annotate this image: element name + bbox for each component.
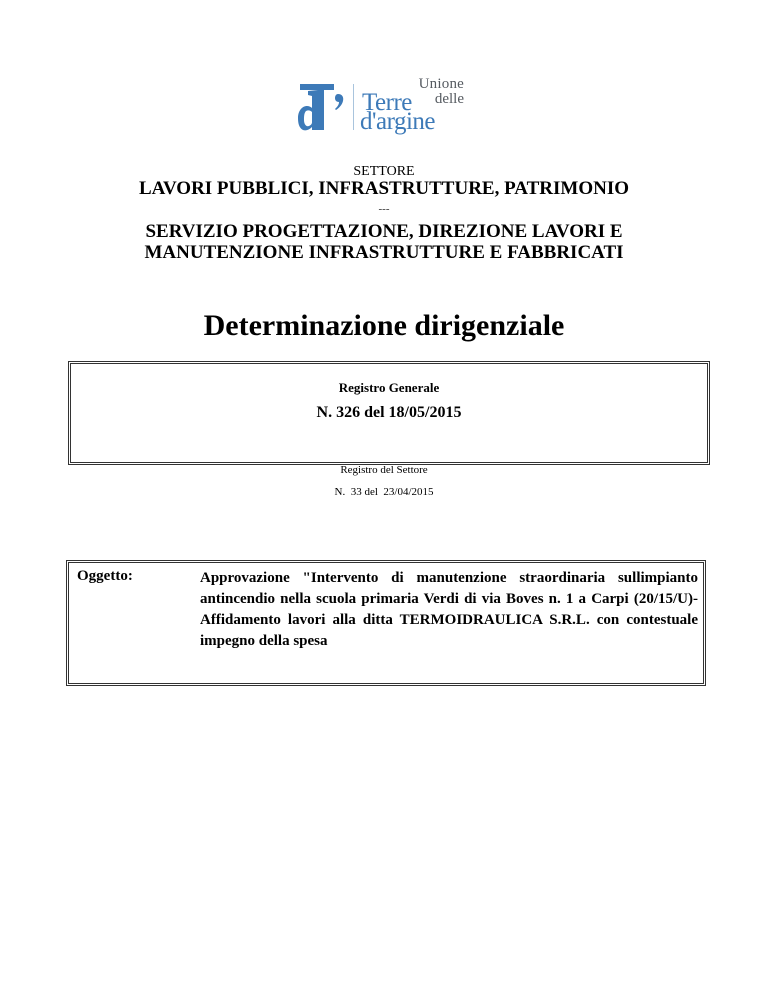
oggetto-text: Approvazione "Intervento di manutenzione straordinaria sullimpianto antincendio nella scuola primaria Verdi di via Boves n. 1 a Carpi (20/15/U)- Affidamento lavori alla ditta TERMOIDRAULICA S.R.L. con contestuale impegno della spesa [200, 570, 698, 649]
logo-divider [353, 84, 354, 130]
logo-delle: delle [434, 91, 464, 107]
registro-settore-label: Registro del Settore [340, 464, 428, 476]
oggetto-box [66, 560, 706, 686]
registro-generale-number: N. 326 del 18/05/2015 [316, 404, 462, 421]
logo-dargine: d'argine [360, 108, 436, 135]
document-title: Determinazione dirigenziale [203, 309, 565, 342]
registro-generale-box [68, 361, 710, 465]
settore-label: SETTORE [353, 164, 415, 179]
settore-name: LAVORI PUBBLICI, INFRASTRUTTURE, PATRIMONIO [139, 178, 629, 199]
servizio-line-2: MANUTENZIONE INFRASTRUTTURE E FABBRICATI [144, 242, 624, 263]
logo-unione: Unione [418, 76, 464, 92]
registro-generale-label: Registro Generale [338, 380, 440, 395]
separator: --- [378, 203, 390, 215]
servizio-line-1: SERVIZIO PROGETTAZIONE, DIREZIONE LAVORI E [145, 221, 623, 242]
unione-terre-dargine-logo [298, 76, 478, 138]
registro-settore-number: N. 33 del 23/04/2015 [334, 486, 434, 498]
logo-dt-mark-icon [298, 80, 350, 134]
logo-text [358, 76, 478, 138]
logo-terre: Terre [362, 89, 412, 116]
oggetto-label: Oggetto: [77, 568, 133, 584]
